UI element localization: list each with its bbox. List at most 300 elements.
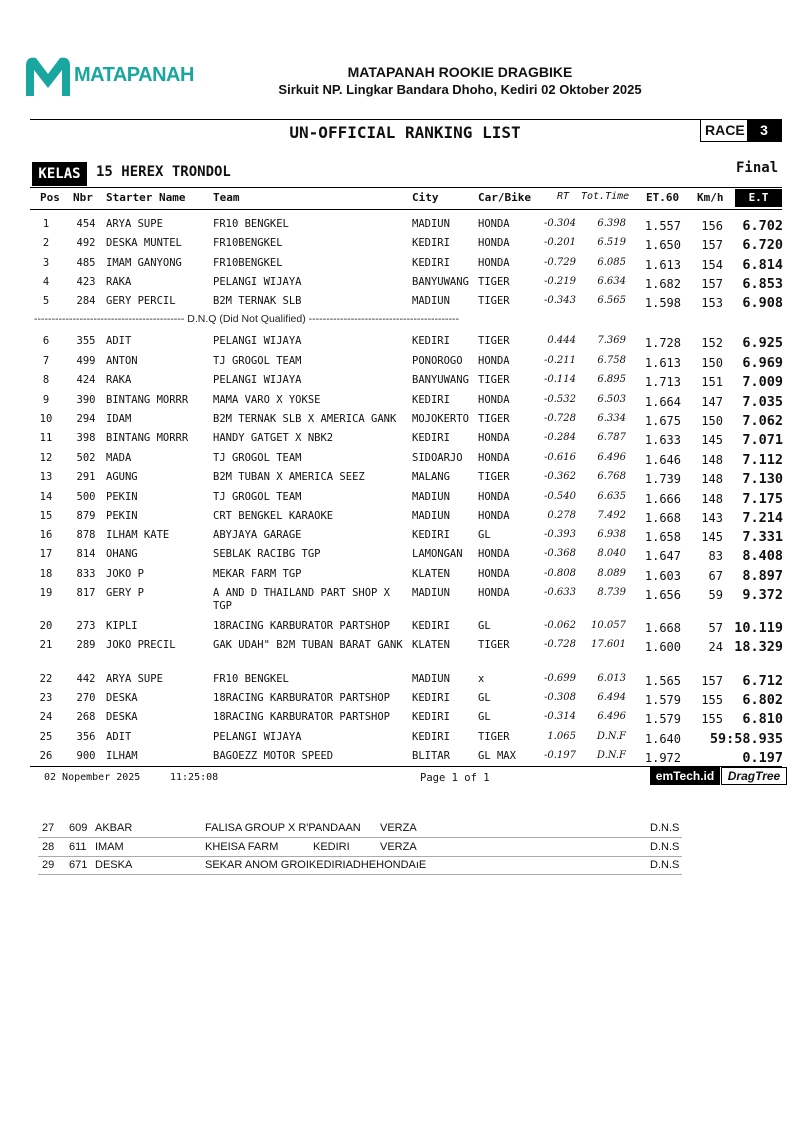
dns-cell-bike: VERZA	[380, 822, 417, 834]
cell-bike: GL	[478, 711, 491, 723]
cell-bike: GL MAX	[478, 750, 516, 762]
kelas-name: 15 HEREX TRONDOL	[96, 164, 231, 180]
cell-name: JOKO PRECIL	[106, 639, 176, 651]
cell-rt: -0.284	[543, 432, 576, 443]
cell-pos: 13	[39, 471, 53, 483]
cell-name: AGUNG	[106, 471, 138, 483]
cell-pos: 25	[39, 731, 53, 743]
cell-rt: -0.699	[543, 673, 576, 684]
cell-pos: 19	[39, 587, 53, 599]
footer-date: 02 Nopember 2025	[44, 772, 141, 783]
cell-kmh: 148	[701, 453, 723, 467]
cell-tt: 6.635	[597, 491, 626, 502]
cell-tt: 6.634	[597, 276, 626, 287]
cell-nbr: 817	[76, 587, 96, 599]
table-row	[0, 392, 807, 411]
cell-kmh: 151	[701, 375, 723, 389]
table-row	[0, 585, 807, 612]
cell-pos: 20	[39, 620, 53, 632]
cell-pos: 15	[39, 510, 53, 522]
dns-cell-pos: 29	[42, 859, 55, 871]
cell-bike: TIGER	[478, 731, 510, 743]
table-row	[0, 255, 807, 274]
cell-rt: -0.633	[543, 587, 576, 598]
cell-city: KLATEN	[412, 568, 450, 580]
cell-et60: 1.713	[644, 375, 681, 389]
cell-name: ARYA SUPE	[106, 218, 163, 230]
cell-rt: 1.065	[547, 731, 576, 742]
cell-rt: -0.728	[543, 413, 576, 424]
cell-city: MADIUN	[412, 673, 450, 685]
cell-team: SEBLAK RACIBG TGP	[213, 548, 321, 560]
cell-city: LAMONGAN	[412, 548, 463, 560]
dns-cell-team: SEKAR ANOM GROIKEDIRIADHEHONDAıE	[205, 859, 427, 871]
cell-bike: HONDA	[478, 587, 510, 599]
cell-team: PELANGI WIJAYA	[213, 374, 302, 386]
cell-nbr: 355	[76, 335, 96, 347]
table-row	[0, 489, 807, 508]
cell-name: IDAM	[106, 413, 132, 425]
cell-et60: 1.656	[644, 588, 681, 602]
cell-et: 7.331	[742, 529, 783, 545]
cell-tt: 6.496	[597, 711, 626, 722]
dns-row-rule	[38, 837, 682, 838]
cell-kmh: 145	[701, 433, 723, 447]
cell-et60: 1.557	[644, 219, 681, 233]
cell-name: ILHAM	[106, 750, 138, 762]
cell-rt: -0.362	[543, 471, 576, 482]
header-rule-bottom	[30, 209, 782, 210]
cell-pos: 6	[42, 335, 50, 347]
dns-cell-bike: VERZA	[380, 841, 417, 853]
cell-pos: 2	[42, 237, 50, 249]
cell-kmh: 150	[701, 414, 723, 428]
cell-nbr: 398	[76, 432, 96, 444]
cell-bike: HONDA	[478, 394, 510, 406]
cell-kmh: 67	[708, 569, 723, 583]
col-team: Team	[213, 191, 240, 204]
cell-et: 6.712	[742, 673, 783, 689]
table-row	[0, 527, 807, 546]
cell-et60: 1.728	[644, 336, 681, 350]
col-tottime: Tot.Time	[581, 191, 630, 202]
table-row	[0, 748, 807, 767]
cell-bike: GL	[478, 692, 491, 704]
cell-nbr: 502	[76, 452, 96, 464]
cell-pos: 8	[42, 374, 50, 386]
cell-team: TJ GROGOL TEAM	[213, 355, 302, 367]
cell-name: ARYA SUPE	[106, 673, 163, 685]
cell-et60: 1.739	[644, 472, 681, 486]
cell-nbr: 289	[76, 639, 96, 651]
cell-nbr: 268	[76, 711, 96, 723]
cell-et: 7.175	[742, 491, 783, 507]
cell-pos: 24	[39, 711, 53, 723]
cell-tt: 6.013	[597, 673, 626, 684]
cell-kmh: 156	[701, 219, 723, 233]
dns-cell-name: DESKA	[95, 859, 133, 871]
cell-rt: -0.304	[543, 218, 576, 229]
cell-bike: HONDA	[478, 548, 510, 560]
dns-cell-city: KEDIRI	[313, 841, 350, 853]
cell-et: 6.702	[742, 218, 783, 234]
table-row	[0, 729, 807, 748]
cell-pos: 10	[39, 413, 53, 425]
cell-nbr: 500	[76, 491, 96, 503]
cell-rt: -0.540	[543, 491, 576, 502]
table-row	[0, 293, 807, 312]
top-rule	[30, 119, 782, 120]
cell-city: KEDIRI	[412, 692, 450, 704]
cell-nbr: 273	[76, 620, 96, 632]
cell-city: MADIUN	[412, 510, 450, 522]
footer-time: 11:25:08	[170, 772, 219, 783]
cell-city: SIDOARJO	[412, 452, 463, 464]
dns-cell-name: AKBAR	[95, 822, 133, 834]
cell-tt: 6.895	[597, 374, 626, 385]
event-title: MATAPANAH ROOKIE DRAGBIKE	[347, 64, 573, 80]
cell-et: 6.908	[742, 295, 783, 311]
dnq-separator: ------------------------------------------- D.N.Q (Did Not Qualified) -------------------------------------------	[34, 313, 459, 325]
cell-rt: -0.314	[543, 711, 576, 722]
cell-et60: 1.565	[644, 674, 681, 688]
cell-et60: 1.664	[644, 395, 681, 409]
cell-nbr: 485	[76, 257, 96, 269]
cell-nbr: 833	[76, 568, 96, 580]
cell-et: 8.408	[742, 548, 783, 564]
cell-bike: TIGER	[478, 374, 510, 386]
cell-city: MADIUN	[412, 491, 450, 503]
cell-et: 7.214	[742, 510, 783, 526]
col-name: Starter Name	[106, 191, 186, 204]
dns-cell-nbr: 611	[69, 841, 87, 853]
cell-kmh: 59	[708, 588, 723, 602]
cell-name: PEKIN	[106, 510, 138, 522]
cell-city: MADIUN	[412, 295, 450, 307]
cell-pos: 11	[39, 432, 53, 444]
dns-cell-nbr: 609	[69, 822, 88, 834]
dns-cell-status: D.N.S	[650, 822, 680, 834]
cell-bike: HONDA	[478, 568, 510, 580]
cell-team: CRT BENGKEL KARAOKE	[213, 510, 334, 522]
cell-rt: -0.114	[543, 374, 576, 385]
cell-et60: 1.658	[644, 530, 681, 544]
cell-kmh: 148	[701, 492, 723, 506]
cell-city: KEDIRI	[412, 335, 450, 347]
cell-tt: 6.519	[597, 237, 626, 248]
cell-et: 7.071	[742, 432, 783, 448]
cell-team: FR10 BENGKEL	[213, 673, 289, 685]
header-rule	[30, 187, 782, 188]
cell-et: 6.969	[742, 355, 783, 371]
table-row	[0, 709, 807, 728]
cell-tt: 6.758	[597, 355, 626, 366]
cell-name: ADIT	[106, 335, 132, 347]
table-row	[0, 690, 807, 709]
event-subtitle: Sirkuit NP. Lingkar Bandara Dhoho, Kediri 02 Oktober 2025	[278, 82, 642, 97]
cell-et: 7.112	[742, 452, 783, 468]
col-nbr: Nbr	[73, 191, 93, 204]
cell-et60: 1.598	[644, 296, 681, 310]
dns-cell-status: D.N.S	[650, 859, 680, 871]
cell-team: PELANGI WIJAYA	[213, 335, 302, 347]
cell-pos: 23	[39, 692, 53, 704]
cell-et60: 1.646	[644, 453, 681, 467]
cell-pos: 26	[39, 750, 53, 762]
cell-tt: 6.494	[597, 692, 626, 703]
cell-city: MADIUN	[412, 218, 450, 230]
cell-tt: 8.040	[597, 548, 626, 559]
cell-nbr: 423	[76, 276, 96, 288]
cell-nbr: 356	[76, 731, 96, 743]
cell-bike: TIGER	[478, 295, 510, 307]
table-row	[0, 566, 807, 585]
cell-name: DESKA	[106, 711, 138, 723]
cell-tt: 10.057	[591, 620, 626, 631]
ranking-title: UN-OFFICIAL RANKING LIST	[289, 123, 521, 142]
cell-et: 7.062	[742, 413, 783, 429]
cell-name: MADA	[106, 452, 132, 464]
cell-team: FR10BENGKEL	[213, 257, 283, 269]
cell-city: MALANG	[412, 471, 450, 483]
cell-team: TJ GROGOL TEAM	[213, 452, 302, 464]
dns-row	[0, 857, 807, 875]
cell-et: 59:58.935	[709, 731, 783, 747]
table-row	[0, 353, 807, 372]
cell-kmh: 150	[701, 356, 723, 370]
cell-city: MADIUN	[412, 587, 450, 599]
table-row	[0, 411, 807, 430]
cell-nbr: 492	[76, 237, 96, 249]
cell-city: KEDIRI	[412, 237, 450, 249]
dns-row	[0, 820, 807, 838]
cell-city: BLITAR	[412, 750, 450, 762]
cell-tt: 6.398	[597, 218, 626, 229]
cell-tt: 6.496	[597, 452, 626, 463]
cell-nbr: 294	[76, 413, 96, 425]
cell-et60: 1.613	[644, 356, 681, 370]
cell-rt: -0.197	[543, 750, 576, 761]
cell-city: KEDIRI	[412, 257, 450, 269]
cell-bike: TIGER	[478, 639, 510, 651]
cell-city: MOJOKERTO	[412, 413, 469, 425]
table-row	[0, 216, 807, 235]
table-row	[0, 274, 807, 293]
cell-rt: -0.393	[543, 529, 576, 540]
cell-bike: x	[478, 673, 485, 685]
cell-et: 6.814	[742, 257, 783, 273]
cell-name: PEKIN	[106, 491, 138, 503]
table-row	[0, 637, 807, 656]
col-kmh: Km/h	[697, 191, 724, 204]
dns-cell-name: IMAM	[95, 841, 124, 853]
cell-team: PELANGI WIJAYA	[213, 276, 302, 288]
cell-kmh: 157	[701, 238, 723, 252]
dns-cell-pos: 28	[42, 841, 55, 853]
cell-city: BANYUWANG	[412, 276, 469, 288]
cell-et: 6.853	[742, 276, 783, 292]
cell-et: 6.802	[742, 692, 783, 708]
cell-et60: 1.666	[644, 492, 681, 506]
footer-page: Page 1 of 1	[420, 772, 490, 784]
cell-nbr: 499	[76, 355, 96, 367]
cell-bike: GL	[478, 529, 491, 541]
cell-bike: HONDA	[478, 218, 510, 230]
cell-rt: -0.211	[543, 355, 576, 366]
cell-et: 10.119	[734, 620, 783, 636]
cell-et60: 1.600	[644, 640, 681, 654]
cell-tt: 6.565	[597, 295, 626, 306]
col-pos: Pos	[40, 191, 60, 204]
race-label: RACE	[705, 122, 745, 138]
cell-nbr: 878	[76, 529, 96, 541]
cell-pos: 1	[42, 218, 50, 230]
cell-kmh: 157	[701, 277, 723, 291]
cell-pos: 14	[39, 491, 53, 503]
cell-tt: 8.089	[597, 568, 626, 579]
cell-name: IMAM GANYONG	[106, 257, 182, 269]
cell-pos: 5	[42, 295, 50, 307]
table-row	[0, 450, 807, 469]
cell-city: KEDIRI	[412, 394, 450, 406]
cell-kmh: 147	[701, 395, 723, 409]
dns-cell-team: KHEISA FARM	[205, 841, 279, 853]
cell-pos: 4	[42, 276, 50, 288]
cell-tt: 6.787	[597, 432, 626, 443]
cell-et60: 1.640	[644, 732, 681, 746]
cell-bike: TIGER	[478, 413, 510, 425]
cell-name: ANTON	[106, 355, 138, 367]
cell-bike: TIGER	[478, 335, 510, 347]
cell-team: MEKAR FARM TGP	[213, 568, 302, 580]
cell-city: KEDIRI	[412, 432, 450, 444]
cell-team: B2M TUBAN X AMERICA SEEZ	[213, 471, 365, 483]
cell-name: JOKO P	[106, 568, 144, 580]
table-row	[0, 671, 807, 690]
cell-pos: 7	[42, 355, 50, 367]
cell-tt: 6.938	[597, 529, 626, 540]
cell-et: 7.130	[742, 471, 783, 487]
cell-name: BINTANG MORRR	[106, 394, 189, 406]
cell-city: KEDIRI	[412, 620, 450, 632]
cell-name: BINTANG MORRR	[106, 432, 189, 444]
dns-row-rule	[38, 874, 682, 875]
cell-rt: 0.444	[547, 335, 576, 346]
cell-nbr: 442	[76, 673, 96, 685]
cell-et60: 1.972	[644, 751, 681, 765]
cell-et60: 1.675	[644, 414, 681, 428]
cell-team: 18RACING KARBURATOR PARTSHOP	[213, 692, 391, 704]
cell-pos: 17	[39, 548, 53, 560]
cell-team: ABYJAYA GARAGE	[213, 529, 302, 541]
race-box	[700, 119, 782, 142]
cell-et60: 1.668	[644, 511, 681, 525]
col-rt: RT	[557, 191, 570, 202]
table-row	[0, 546, 807, 565]
cell-kmh: 152	[701, 336, 723, 350]
cell-tt: D.N.F	[596, 750, 626, 761]
cell-pos: 21	[39, 639, 53, 651]
cell-kmh: 24	[708, 640, 723, 654]
cell-kmh: 153	[701, 296, 723, 310]
cell-team: B2M TERNAK SLB	[213, 295, 302, 307]
cell-kmh: 143	[701, 511, 723, 525]
cell-et: 0.197	[742, 750, 783, 766]
cell-tt: 6.503	[597, 394, 626, 405]
cell-tt: 17.601	[591, 639, 626, 650]
cell-et: 9.372	[742, 587, 783, 603]
cell-city: KEDIRI	[412, 529, 450, 541]
dns-cell-status: D.N.S	[650, 841, 680, 853]
cell-nbr: 879	[76, 510, 96, 522]
cell-kmh: 157	[701, 674, 723, 688]
dns-cell-team: FALISA GROUP X R'PANDAAN	[205, 822, 361, 834]
cell-city: KEDIRI	[412, 731, 450, 743]
cell-rt: -0.616	[543, 452, 576, 463]
cell-pos: 16	[39, 529, 53, 541]
cell-et60: 1.647	[644, 549, 681, 563]
cell-nbr: 900	[76, 750, 96, 762]
cell-name: KIPLI	[106, 620, 138, 632]
kelas-label: KELAS	[32, 162, 87, 186]
cell-name: RAKA	[106, 276, 132, 288]
cell-kmh: 155	[701, 693, 723, 707]
cell-rt: -0.808	[543, 568, 576, 579]
cell-et: 6.810	[742, 711, 783, 727]
cell-bike: HONDA	[478, 491, 510, 503]
cell-pos: 18	[39, 568, 53, 580]
cell-tt: 7.369	[597, 335, 626, 346]
cell-kmh: 57	[708, 621, 723, 635]
cell-kmh: 155	[701, 712, 723, 726]
cell-nbr: 291	[76, 471, 96, 483]
cell-bike: HONDA	[478, 355, 510, 367]
table-row	[0, 618, 807, 637]
cell-pos: 9	[42, 394, 50, 406]
cell-pos: 22	[39, 673, 53, 685]
table-row	[0, 430, 807, 449]
table-row	[0, 508, 807, 527]
cell-name: GERY P	[106, 587, 144, 599]
logo-text: MATAPANAH	[74, 64, 194, 86]
cell-team: GAK UDAH" B2M TUBAN BARAT GANK	[213, 639, 403, 651]
matapanah-logo-icon	[22, 52, 74, 100]
cell-tt: 6.334	[597, 413, 626, 424]
cell-et60: 1.579	[644, 693, 681, 707]
cell-rt: -0.343	[543, 295, 576, 306]
cell-team: HANDY GATGET X NBK2	[213, 432, 334, 444]
stage-label: Final	[736, 160, 779, 176]
cell-team: 18RACING KARBURATOR PARTSHOP	[213, 711, 391, 723]
cell-kmh: 83	[708, 549, 723, 563]
cell-bike: HONDA	[478, 257, 510, 269]
cell-bike: HONDA	[478, 452, 510, 464]
cell-team: 18RACING KARBURATOR PARTSHOP	[213, 620, 391, 632]
table-row	[0, 235, 807, 254]
cell-city: PONOROGO	[412, 355, 463, 367]
col-bike: Car/Bike	[478, 191, 531, 204]
cell-nbr: 390	[76, 394, 96, 406]
cell-bike: GL	[478, 620, 491, 632]
cell-name: OHANG	[106, 548, 138, 560]
col-city: City	[412, 191, 439, 204]
cell-tt: D.N.F	[596, 731, 626, 742]
emtech-brand: emTech.id	[650, 767, 720, 785]
cell-et: 6.720	[742, 237, 783, 253]
cell-team: A AND D THAILAND PART SHOP X TGP	[213, 587, 391, 612]
cell-bike: TIGER	[478, 471, 510, 483]
col-et: E.T	[735, 189, 782, 207]
